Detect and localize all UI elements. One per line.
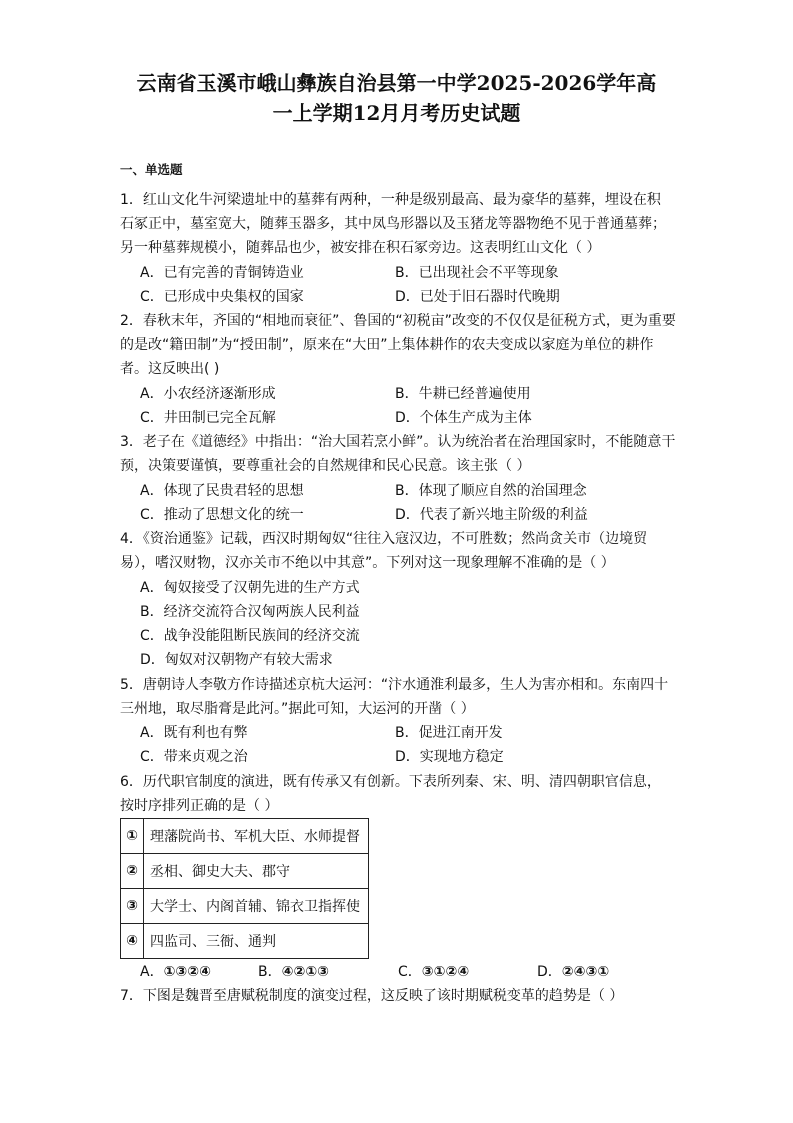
table-row (121, 924, 369, 959)
q1-option-a: A．已有完善的青铜铸造业 (140, 265, 304, 281)
q3-stem-line1: 3．老子在《道德经》中指出：“治大国若烹小鲜”。认为统治者在治理国家时，不能随意干 (120, 434, 676, 450)
q6-option-d (537, 961, 609, 983)
q7-stem-line1: 7．下图是魏晋至唐赋税制度的演变过程，这反映了该时期赋税变革的趋势是（ ） (120, 988, 624, 1004)
q6-stem-line2: 按时序排列正确的是（ ） (120, 798, 279, 814)
q4-stem-line2: 易），嗜汉财物，汉亦关市不绝以中其意”。下列对这一现象理解不准确的是（ ） (120, 555, 615, 571)
option-sequence: ①③②④ (163, 964, 211, 980)
row-officials: 丞相、御史大夫、郡守 (144, 854, 369, 889)
row-officials: 四监司、三衙、通判 (144, 924, 369, 959)
row-number: ① (121, 819, 144, 854)
q1-stem-line2: 石冢正中，墓室宽大，随葬玉器多，其中凤鸟形器以及玉猪龙等器物绝不见于普通墓葬； (120, 216, 666, 232)
row-number: ② (121, 854, 144, 889)
q3-option-b: B．体现了顺应自然的治国理念 (395, 483, 587, 499)
option-label: A． (140, 964, 164, 980)
q3-option-c: C．推动了思想文化的统一 (140, 507, 304, 523)
q3-option-d: D．代表了新兴地主阶级的利益 (395, 507, 588, 523)
table-row (121, 854, 369, 889)
q2-option-b: B．牛耕已经普遍使用 (395, 386, 531, 402)
row-officials: 大学士、内阁首辅、锦衣卫指挥使 (144, 889, 369, 924)
q5-stem-line2: 三州地，取尽脂膏是此河。”据此可知，大运河的开凿（ ） (120, 701, 475, 717)
q4-option-b: B．经济交流符合汉匈两族人民利益 (140, 604, 360, 620)
row-number: ④ (121, 924, 144, 959)
q6-option-b (258, 961, 329, 983)
q3-option-a: A．体现了民贵君轻的思想 (140, 483, 304, 499)
option-sequence: ④②①③ (281, 964, 330, 980)
section-heading: 一、单选题 (120, 162, 183, 177)
q4-stem-line1: 4．《资治通鉴》记载，西汉时期匈奴“往往入寇汉边，不可胜数；然尚贪关市（边境贸 (120, 531, 648, 547)
option-label: C． (398, 964, 422, 980)
table-row (121, 819, 369, 854)
exam-title-line2: 一上学期12月月考历史试题 (272, 101, 521, 125)
q2-option-a: A．小农经济逐渐形成 (140, 386, 276, 402)
q1-option-d: D．已处于旧石器时代晚期 (395, 289, 560, 305)
q1-stem-line3: 另一种墓葬规模小，随葬品也少，被安排在积石冢旁边。这表明红山文化（ ） (120, 240, 601, 256)
row-officials: 理藩院尚书、军机大臣、水师提督 (144, 819, 369, 854)
table-row (121, 889, 369, 924)
q4-option-a: A．匈奴接受了汉朝先进的生产方式 (140, 580, 360, 596)
option-label: B． (258, 964, 282, 980)
option-label: D． (537, 964, 562, 980)
q1-option-b: B．已出现社会不平等现象 (395, 265, 559, 281)
row-number: ③ (121, 889, 144, 924)
q5-option-d: D．实现地方稳定 (395, 749, 504, 765)
q1-stem-line1: 1．红山文化牛河梁遗址中的墓葬有两种，一种是级别最高、最为豪华的墓葬，埋设在积 (120, 192, 661, 208)
q4-option-c: C．战争没能阻断民族间的经济交流 (140, 628, 360, 644)
q5-stem-line1: 5．唐朝诗人李敬方作诗描述京杭大运河：“汴水通淮利最多，生人为害亦相和。东南四十 (120, 677, 669, 693)
q2-option-d: D．个体生产成为主体 (395, 410, 532, 426)
q6-stem-line1: 6．历代职官制度的演进，既有传承又有创新。下表所列秦、宋、明、清四朝职官信息， (120, 774, 661, 790)
q6-option-c (398, 961, 469, 983)
q2-stem-line2: 的是改“籍田制”为“授田制”，原来在“大田”上集体耕作的农夫变成以家庭为单位的耕作 (120, 337, 654, 353)
q3-stem-line2: 预，决策要谨慎，要尊重社会的自然规律和民心民意。该主张（ ） (120, 458, 531, 474)
officials-table (120, 818, 369, 959)
q5-option-c: C．带来贞观之治 (140, 749, 248, 765)
option-sequence: ③①②④ (421, 964, 470, 980)
q2-stem-line1: 2．春秋末年，齐国的“相地而衰征”、鲁国的“初税亩”改变的不仅仅是征税方式，更为重要 (120, 313, 676, 329)
option-sequence: ②④③① (561, 964, 610, 980)
q2-stem-line3: 者。这反映出( ) (120, 361, 220, 377)
q5-option-a: A．既有利也有弊 (140, 725, 248, 741)
exam-title-line1: 云南省玉溪市峨山彝族自治县第一中学2025-2026学年高 (136, 71, 657, 95)
q1-option-c: C．已形成中央集权的国家 (140, 289, 304, 305)
q6-option-a (140, 961, 211, 983)
q5-option-b: B．促进江南开发 (395, 725, 503, 741)
q4-option-d: D．匈奴对汉朝物产有较大需求 (140, 652, 333, 668)
q2-option-c: C．井田制已完全瓦解 (140, 410, 276, 426)
